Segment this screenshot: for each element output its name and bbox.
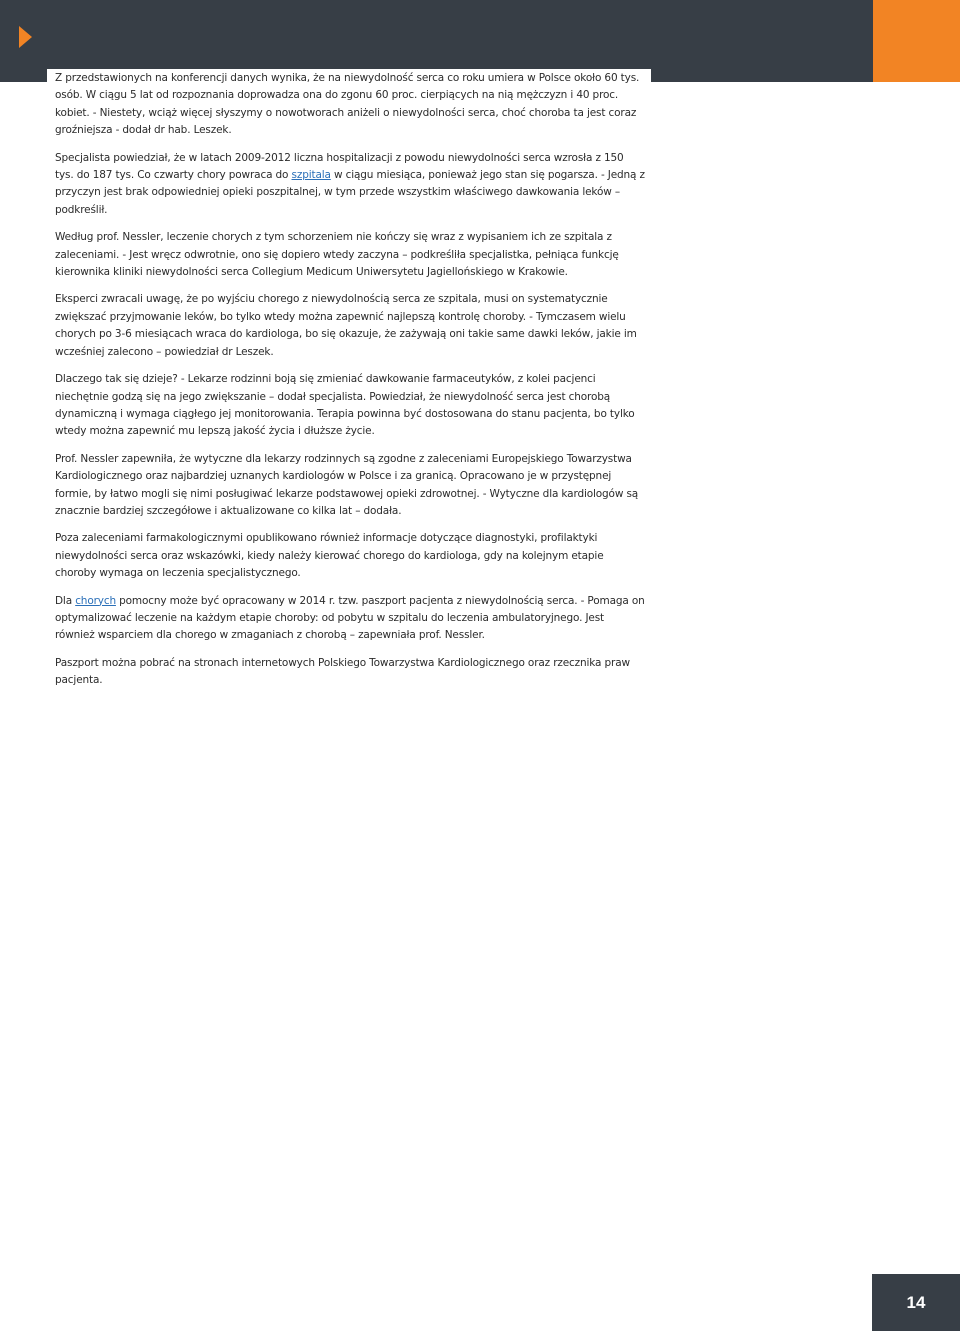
page-number-box — [872, 1274, 960, 1331]
play-arrow-icon — [19, 26, 32, 48]
paragraph-2 — [55, 150, 645, 220]
paragraph-4: Eksperci zwracali uwagę, że po wyjściu chorego z niewydolnością serca ze szpitala, musi on systematycznie zwiększać przyjmowanie leków, bo tylko wtedy można zapewnić najlepszą kontrolę choroby. - Tymczasem wielu chorych po 3-6 miesiącach wraca do kardiologa, bo się okazuje, że zażywają oni takie same dawki leków, jakie im wcześniej zalecono – powiedział dr Leszek. — [55, 293, 637, 358]
paragraph-8-text-start: Dla — [55, 594, 76, 607]
article-body — [47, 69, 651, 700]
chorych-link[interactable]: chorych — [75, 594, 116, 607]
paragraph-8 — [55, 593, 645, 645]
paragraph-8-text-end: pomocny może być opracowany w 2014 r. tzw. paszport pacjenta z niewydolnością serca. - Pomaga on optymalizować leczenie na każdym etapie choroby: od pobytu w szpitalu do leczenia ambulatoryjnego. Jest również wsparciem dla chorego w zmaganiach z chorobą – zapewniała prof. Nessler. — [55, 594, 645, 642]
paragraph-6: Prof. Nessler zapewniła, że wytyczne dla lekarzy rodzinnych są zgodne z zaleceniami Europejskiego Towarzystwa Kardiologicznego oraz najbardziej uznanych kardiologów w Polsce i za granicą. Opracowano je w przystępnej formie, by łatwo mogli się nimi posługiwać lekarze podstawowej opieki zdrowotnej. - Wytyczne dla kardiologów są znacznie bardziej szczegółowe i aktualizowane co kilka lat – dodała. — [55, 452, 639, 517]
header-accent-block — [873, 0, 960, 82]
paragraph-2-text-end: w ciągu miesiąca, ponieważ jego stan się pogarsza. - Jedną z przyczyn jest brak odpowiedniej opieki poszpitalnej, w tym przede wszystkim właściwego dawkowania leków – podkreślił. — [55, 169, 645, 216]
page-number: 14 — [906, 1292, 926, 1312]
paragraph-2-text-start: Specjalista powiedział, że w latach 2009-2012 liczna hospitalizacji z powodu niewydolności serca wzrosła z 150 tys. do 187 tys. Co czwarty chory powraca do — [55, 151, 624, 182]
paragraph-7: Poza zaleceniami farmakologicznymi opublikowano również informacje dotyczące diagnostyki, profilaktyki niewydolności serca oraz wskazówki, kiedy należy kierować chorego do kardiologa, gdy na kolejnym etapie choroby wymaga on leczenia specjalistycznego. — [55, 532, 604, 580]
paragraph-9: Paszport można pobrać na stronach internetowych Polskiego Towarzystwa Kardiologicznego oraz rzecznika praw pacjenta. — [55, 656, 630, 687]
paragraph-1: Z przedstawionych na konferencji danych wynika, że na niewydolność serca co roku umiera w Polsce około 60 tys. osób. W ciągu 5 lat od rozpoznania doprowadza ona do zgonu 60 proc. cierpiących na nią mężczyzn i 40 proc. kobiet. - Niestety, wciąż więcej słyszymy o nowotworach aniżeli o niewydolności serca, choć choroba ta jest coraz groźniejsza - dodał dr hab. Leszek. — [55, 72, 640, 137]
szpitala-link[interactable]: szpitala — [291, 169, 331, 182]
paragraph-5: Dlaczego tak się dzieje? - Lekarze rodzinni boją się zmieniać dawkowanie farmaceutyków, z kolei pacjenci niechętnie godzą się na jego zwiększanie – dodał specjalista. Powiedział, że niewydolność serca jest chorobą dynamiczną i wymaga ciągłego jej monitorowania. Terapia powinna być dostosowana do stanu pacjenta, bo tylko wtedy można zapewnić mu lepszą jakość życia i dłuższe życie. — [55, 373, 635, 438]
paragraph-3: Według prof. Nessler, leczenie chorych z tym schorzeniem nie kończy się wraz z wypisaniem ich ze szpitala z zaleceniami. - Jest wręcz odwrotnie, ono się dopiero wtedy zaczyna – podkreśliła specjalistka, pełniąca funkcję kierownika kliniki niewydolności serca Collegium Medicum Uniwersytetu Jagiellońskiego w Krakowie. — [55, 231, 619, 279]
